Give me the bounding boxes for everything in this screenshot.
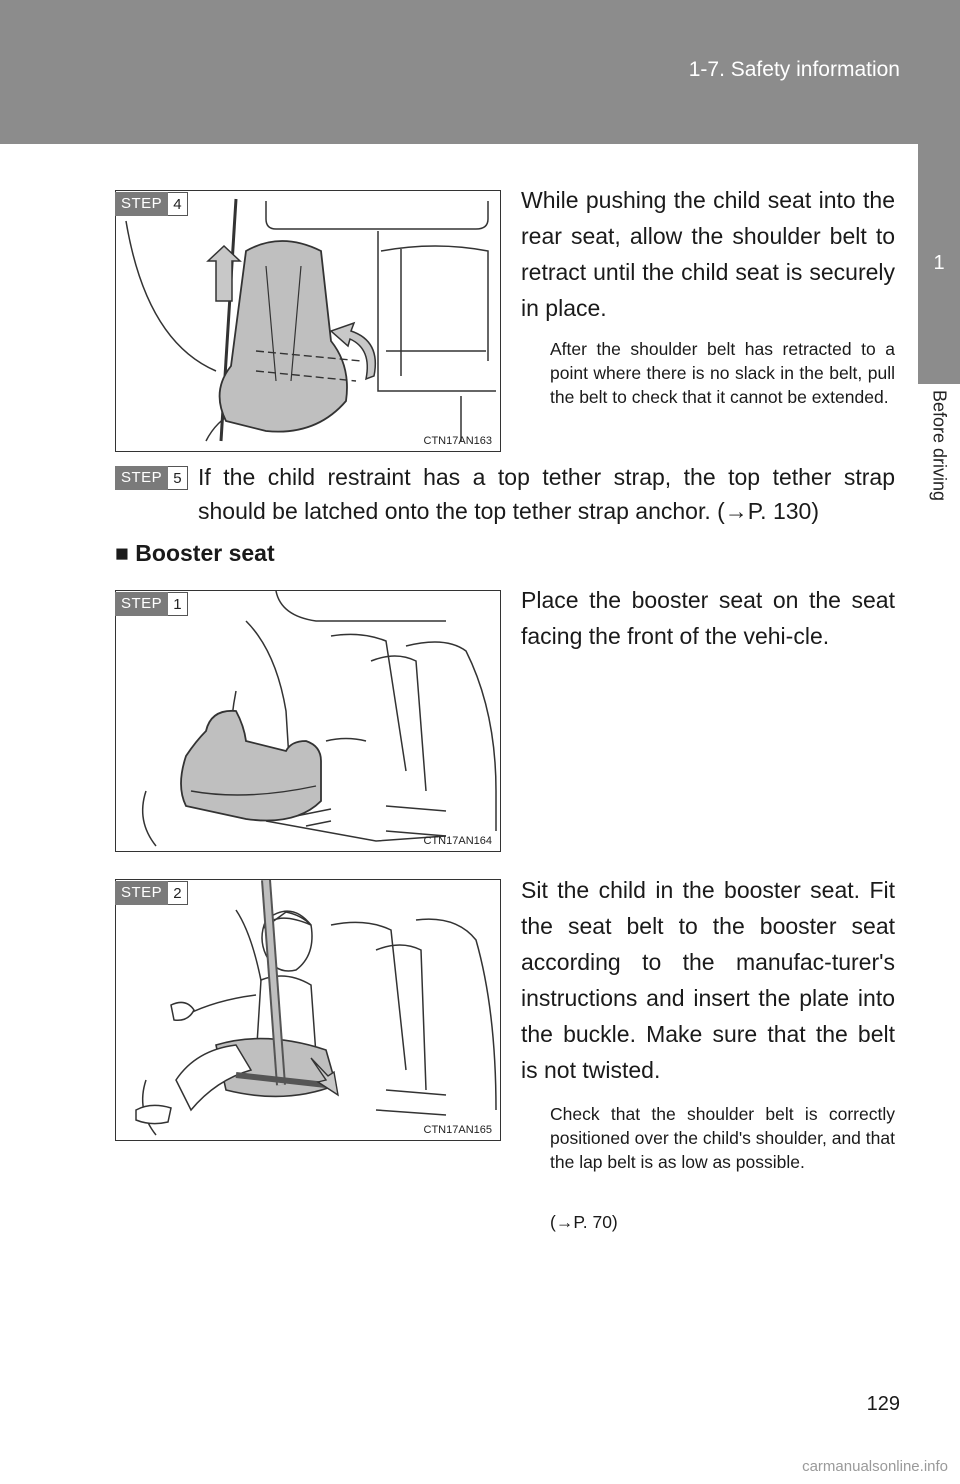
- step-4-instruction: While pushing the child seat into the rear seat, allow the shoulder belt to retract until the child seat is securely in place.: [521, 187, 895, 321]
- figure-code: CTN17AN164: [423, 835, 492, 847]
- booster-step-1-badge: [115, 592, 188, 616]
- figure-code: CTN17AN165: [423, 1124, 492, 1136]
- booster-step-2-reference: (→P. 70): [550, 1212, 618, 1232]
- step-number: 2: [168, 881, 187, 905]
- booster-seat-drawing: [116, 591, 501, 852]
- step-5-badge: [115, 466, 188, 490]
- step-number: 4: [168, 192, 187, 216]
- step-number: 1: [168, 592, 187, 616]
- booster-step-2-note: Check that the shoulder belt is correctly positioned over the child's shoulder, and that the lap belt is as low as possible.: [550, 1104, 895, 1172]
- child-booster-drawing: [116, 880, 501, 1141]
- booster-seat-illustration: [115, 590, 501, 852]
- page-number: 129: [866, 1393, 900, 1415]
- child-seat-drawing: [116, 191, 501, 452]
- step-4-badge: [115, 192, 188, 216]
- child-seat-illustration: [115, 190, 501, 452]
- step-4-note: After the shoulder belt has retracted to a point where there is no slack in the belt, pull the belt to check that it cannot be extended.: [550, 339, 895, 407]
- step-word: STEP: [115, 592, 168, 616]
- figure-code: CTN17AN163: [423, 435, 492, 447]
- page-header: [0, 0, 960, 144]
- watermark: carmanualsonline.info: [802, 1458, 948, 1475]
- step-word: STEP: [115, 192, 168, 216]
- booster-step-1-instruction: Place the booster seat on the seat facing the front of the vehi-cle.: [521, 587, 895, 649]
- step-word: STEP: [115, 881, 168, 905]
- section-title: 1-7. Safety information: [688, 58, 900, 81]
- chapter-label-text: Before driving: [929, 390, 950, 502]
- child-booster-illustration: [115, 879, 501, 1141]
- step-word: STEP: [115, 466, 168, 490]
- booster-seat-heading: ■ Booster seat: [115, 540, 275, 566]
- chapter-label: [918, 390, 960, 590]
- step-5-instruction: If the child restraint has a top tether strap, the top tether strap should be latched onto the top tether strap anchor. (→P. 130): [198, 464, 895, 524]
- step-number: 5: [168, 466, 187, 490]
- booster-step-2-badge: [115, 881, 188, 905]
- chapter-number: 1: [933, 252, 945, 274]
- booster-step-2-instruction: Sit the child in the booster seat. Fit the seat belt to the booster seat according to the manufac-turer's instructions and insert the plate into the buckle. Make sure that the belt is not twisted.: [521, 877, 895, 1083]
